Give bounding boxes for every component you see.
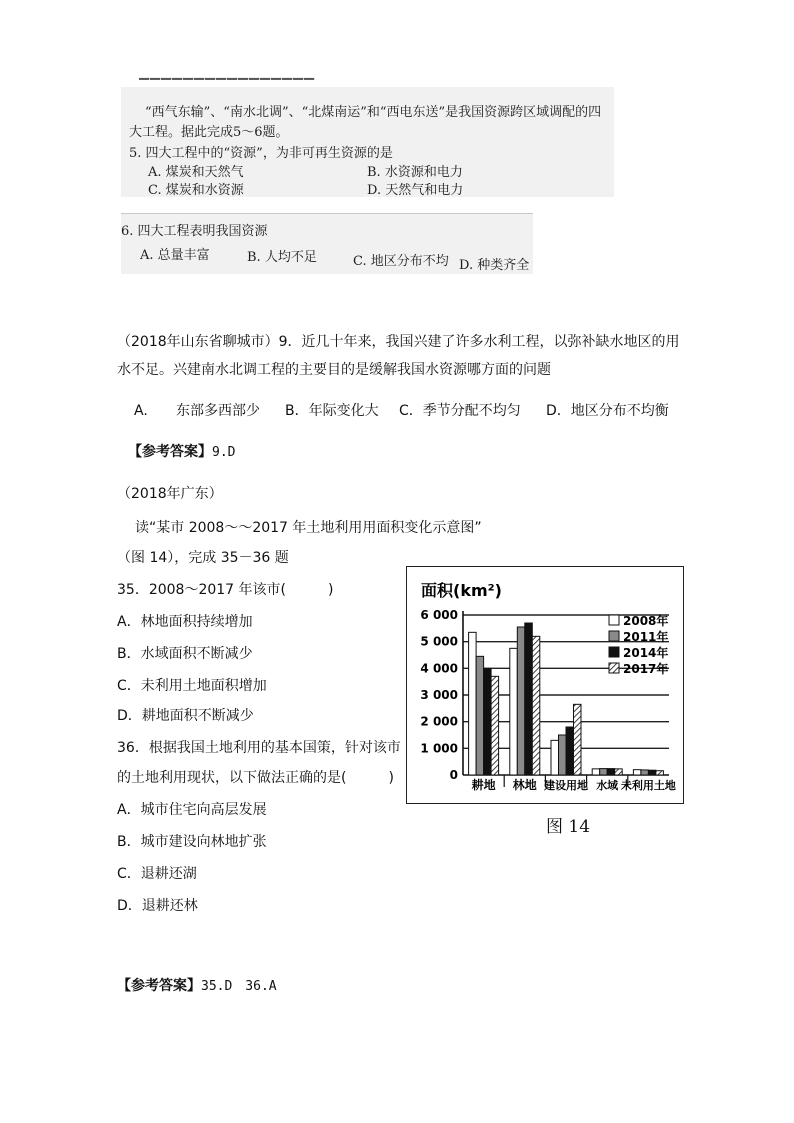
q9-option-a-letter: A. <box>134 403 148 419</box>
q36-stem-2: 的土地利用现状，以下做法正确的是( ) <box>117 770 394 786</box>
legend-swatch <box>609 663 619 673</box>
bar <box>491 676 499 775</box>
bar <box>484 668 492 775</box>
y-tick-label: 3 000 <box>420 688 458 702</box>
land-use-chart <box>406 566 684 804</box>
legend-label: 2017年 <box>623 662 669 676</box>
q6-option-c: C. 地区分布不均 <box>353 254 449 269</box>
cropped-text-edge: ▔▔▔▔▔▔▔▔▔▔▔▔▔▔▔▔ <box>139 79 315 94</box>
intro-line-1: “西气东输”、“南水北调”、“北煤南运”和“西电东送”是我国资源跨区域调配的四 <box>145 105 602 120</box>
q5-option-c: C. 煤炭和水资源 <box>148 183 244 198</box>
q5-stem: 5. 四大工程中的“资源”，为非可再生资源的是 <box>129 146 393 161</box>
bar <box>532 636 540 775</box>
bar <box>600 769 608 775</box>
q36-option-a: A．城市住宅向高层发展 <box>117 802 267 818</box>
q9-option-a-text: 东部多西部少 <box>176 403 260 419</box>
q6-option-b: B. 人均不足 <box>247 250 317 265</box>
gd-answer <box>117 978 277 995</box>
bar <box>469 632 477 775</box>
legend-label: 2011年 <box>623 630 669 644</box>
q35-option-b: B．水域面积不断减少 <box>117 646 253 662</box>
q9-line-1: （2018年山东省聊城市）9．近几十年来，我国兴建了许多水利工程，以弥补缺水地区的用 <box>117 334 680 350</box>
q6-stem: 6. 四大工程表明我国资源 <box>121 224 268 239</box>
answer-value: 9.D <box>212 445 236 460</box>
bar <box>633 770 641 775</box>
answer-value: 35.D 36.A <box>201 979 277 994</box>
legend-label: 2008年 <box>623 614 669 628</box>
y-tick-label: 4 000 <box>420 661 458 676</box>
figure-caption: 图 14 <box>546 817 591 837</box>
bar <box>641 770 649 775</box>
bar <box>510 648 518 775</box>
scanned-question-clip-6 <box>121 213 533 274</box>
x-tick-label: 未利用土地 <box>620 779 676 792</box>
q6-option-a: A. 总量丰富 <box>140 248 210 263</box>
x-tick-label: 林地 <box>512 778 537 792</box>
bar <box>566 727 574 775</box>
y-tick-label: 6 000 <box>420 608 458 622</box>
q9-answer <box>128 444 235 461</box>
gd-intro-line-1: 读“某市 2008～～2017 年土地利用用面积变化示意图” <box>135 520 482 536</box>
legend-swatch <box>609 631 619 641</box>
land-use-chart-svg <box>407 567 682 802</box>
q36-stem-1: 36．根据我国土地利用的基本国策，针对该市 <box>117 740 401 756</box>
y-tick-label: 2 000 <box>420 714 458 729</box>
chart-y-axis-label: 面积(km²) <box>421 581 502 600</box>
q36-option-c: C．退耕还湖 <box>117 866 197 882</box>
answer-label: 【参考答案】 <box>117 978 201 994</box>
legend-swatch <box>609 615 619 625</box>
legend-swatch <box>609 647 619 657</box>
q9-option-c: C．季节分配不均匀 <box>399 403 521 419</box>
bar <box>559 735 567 775</box>
y-tick-label: 5 000 <box>420 634 458 649</box>
bar <box>551 740 559 775</box>
bar <box>517 627 525 775</box>
y-tick-label: 0 <box>449 768 458 782</box>
q35-option-d: D．耕地面积不断减少 <box>117 708 254 724</box>
answer-label: 【参考答案】 <box>128 444 212 460</box>
y-tick-label: 1 000 <box>420 741 458 756</box>
q9-option-b: B．年际变化大 <box>285 403 379 419</box>
bar <box>525 623 533 775</box>
bar <box>615 769 623 775</box>
q36-option-d: D．退耕还林 <box>117 898 198 914</box>
bar <box>476 656 484 775</box>
intro-line-2: 大工程。据此完成5～6题。 <box>129 125 289 140</box>
q35-stem: 35．2008～2017 年该市( ) <box>117 582 334 598</box>
q6-option-d: D. 种类齐全 <box>459 258 530 273</box>
q5-option-d: D. 天然气和电力 <box>367 183 464 198</box>
q5-option-b: B. 水资源和电力 <box>367 165 463 180</box>
x-tick-label: 耕地 <box>471 778 496 792</box>
q9-line-2: 水不足。兴建南水北调工程的主要目的是缓解我国水资源哪方面的问题 <box>117 362 551 378</box>
bar <box>656 771 664 775</box>
q35-option-c: C．未利用土地面积增加 <box>117 678 267 694</box>
x-tick-label: 水域 <box>596 779 619 792</box>
scanned-question-clip-5 <box>121 79 614 198</box>
q5-option-a: A. 煤炭和天然气 <box>148 165 244 180</box>
q36-option-b: B．城市建设向林地扩张 <box>117 834 267 850</box>
q35-option-a: A．林地面积持续增加 <box>117 614 253 630</box>
gd-intro-line-2: （图 14），完成 35－36 题 <box>117 550 289 566</box>
bar <box>607 769 615 775</box>
bar <box>648 770 656 775</box>
legend-label: 2014年 <box>623 646 669 660</box>
q9-option-d: D．地区分布不均衡 <box>546 403 669 419</box>
bar <box>574 704 582 775</box>
gd-source: （2018年广东） <box>117 486 223 502</box>
bar <box>592 769 600 775</box>
x-tick-label: 建设用地 <box>544 779 588 792</box>
